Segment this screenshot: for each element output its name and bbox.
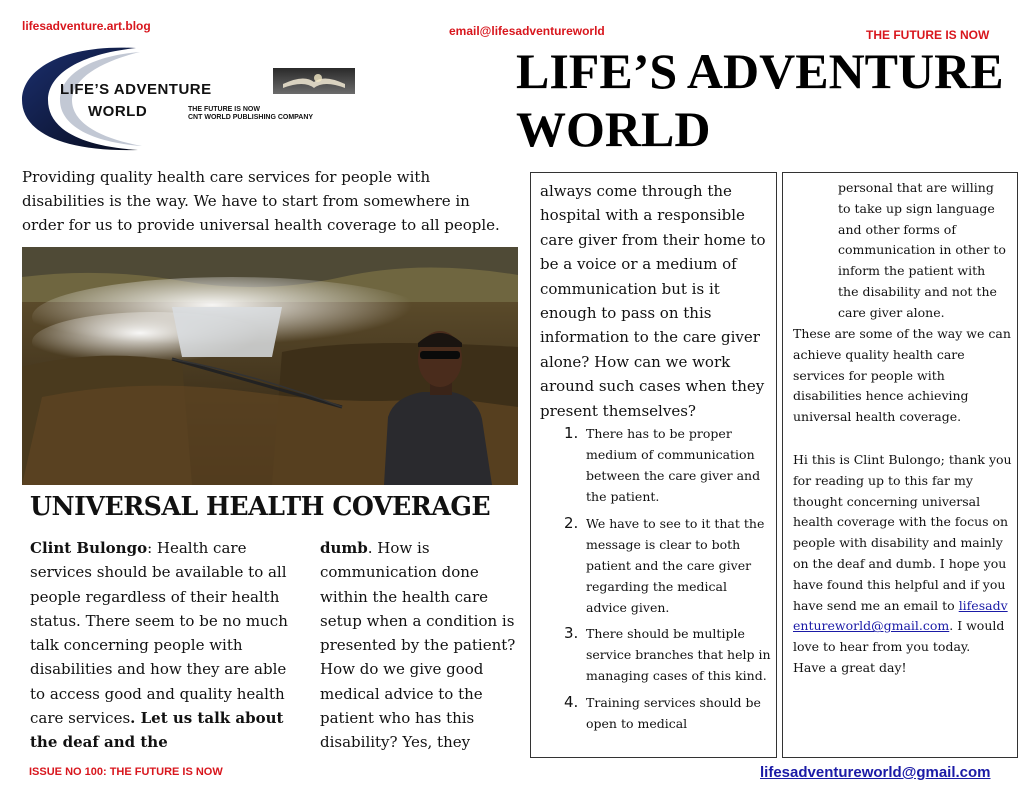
logo-sub-1: THE FUTURE IS NOW xyxy=(188,106,260,113)
list-item xyxy=(556,423,771,507)
list-number: 3. xyxy=(564,624,579,642)
book-image xyxy=(273,68,355,94)
company-logo xyxy=(18,42,363,154)
list-number: 4. xyxy=(564,692,579,711)
middle-paragraph: always come through the hospital with a responsible care giver from their home to be a voice or a medium of communication but is it enough to pass on this information to the care giver alone? How can we work around such cases when they present themselves? xyxy=(540,182,766,420)
footer-email-link[interactable]: lifesadventureworld@gmail.com xyxy=(760,764,991,781)
logo-sub-2: CNT WORLD PUBLISHING COMPANY xyxy=(188,114,314,121)
list-continuation: personal that are willing to take up sign language and other forms of communication in other to inform the patient with the disability and not the care giver alone. xyxy=(838,180,1006,320)
header-email: email@lifesadventureworld xyxy=(449,24,605,38)
site-link[interactable]: lifesadventure.art.blog xyxy=(22,19,151,33)
right-text-box xyxy=(782,172,1018,758)
list-text: We have to see to it that the message is clear to both patient and the care giver regarding the medical advice given. xyxy=(586,515,765,615)
summary-paragraph: These are some of the way we can achieve quality health care services for people with disabilities hence achieving universal health coverage. xyxy=(793,326,1011,425)
list-text: There has to be proper medium of communication between the care giver and the patient. xyxy=(586,426,761,504)
closing-text-2: . I would love to hear from you today. xyxy=(793,618,1005,655)
list-text: Training services should be open to medical xyxy=(586,694,761,731)
waterfall-portrait-photo xyxy=(22,247,518,485)
list-item xyxy=(556,692,771,734)
logo-title-1: LIFE’S ADVENTURE xyxy=(60,81,212,98)
intro-paragraph: Providing quality health care services for people with disabilities is the way. We have to start from somewhere in order for us to provide universal health coverage to all people. xyxy=(22,168,500,234)
issue-number: ISSUE NO 100: THE FUTURE IS NOW xyxy=(29,766,223,778)
recommendation-list xyxy=(556,423,771,739)
list-item xyxy=(556,623,771,686)
list-item xyxy=(556,513,771,618)
list-number: 2. xyxy=(564,513,579,532)
sign-off: Have a great day! xyxy=(793,659,907,675)
column-2-bold: dumb xyxy=(320,539,368,557)
author-name: Clint Bulongo xyxy=(30,539,148,557)
column-1-bold: . Let us talk about the deaf and the xyxy=(30,709,284,752)
article-column-1 xyxy=(30,536,288,755)
article-headline: UNIVERSAL HEALTH COVERAGE xyxy=(30,492,491,522)
masthead-title xyxy=(516,42,1016,158)
closing-text: Hi this is Clint Bulongo; thank you for reading up to this far my thought concerning universal health coverage with the focus on people with disability and mainly on the deaf and dumb. I hope you have found this helpful and if you have send me an email to xyxy=(793,452,1012,613)
article-column-2 xyxy=(320,536,525,755)
logo-title-2: WORLD xyxy=(88,103,148,120)
closing-paragraph xyxy=(793,450,1013,679)
masthead-line2: WORLD xyxy=(516,101,711,157)
middle-text-box xyxy=(530,172,777,758)
masthead-line1: LIFE’S ADVENTURE xyxy=(516,43,1004,99)
column-1-text: : Health care services should be available to all people regardless of their health status. There seem to be no much talk concerning people with disabilities and how they are able to access good and quality health care services xyxy=(30,539,288,728)
column-2-text: . How is communication done within the health care setup when a condition is presented by the patient? How do we give good medical advice to the patient who has this disability? Yes, they xyxy=(320,539,516,752)
list-text: There should be multiple service branches that help in managing cases of this kind. xyxy=(586,626,771,683)
contact-email-link[interactable]: lifesadventureworld@gmail.com xyxy=(793,597,1008,634)
header-tagline: THE FUTURE IS NOW xyxy=(866,28,990,42)
list-number: 1. xyxy=(564,424,579,442)
